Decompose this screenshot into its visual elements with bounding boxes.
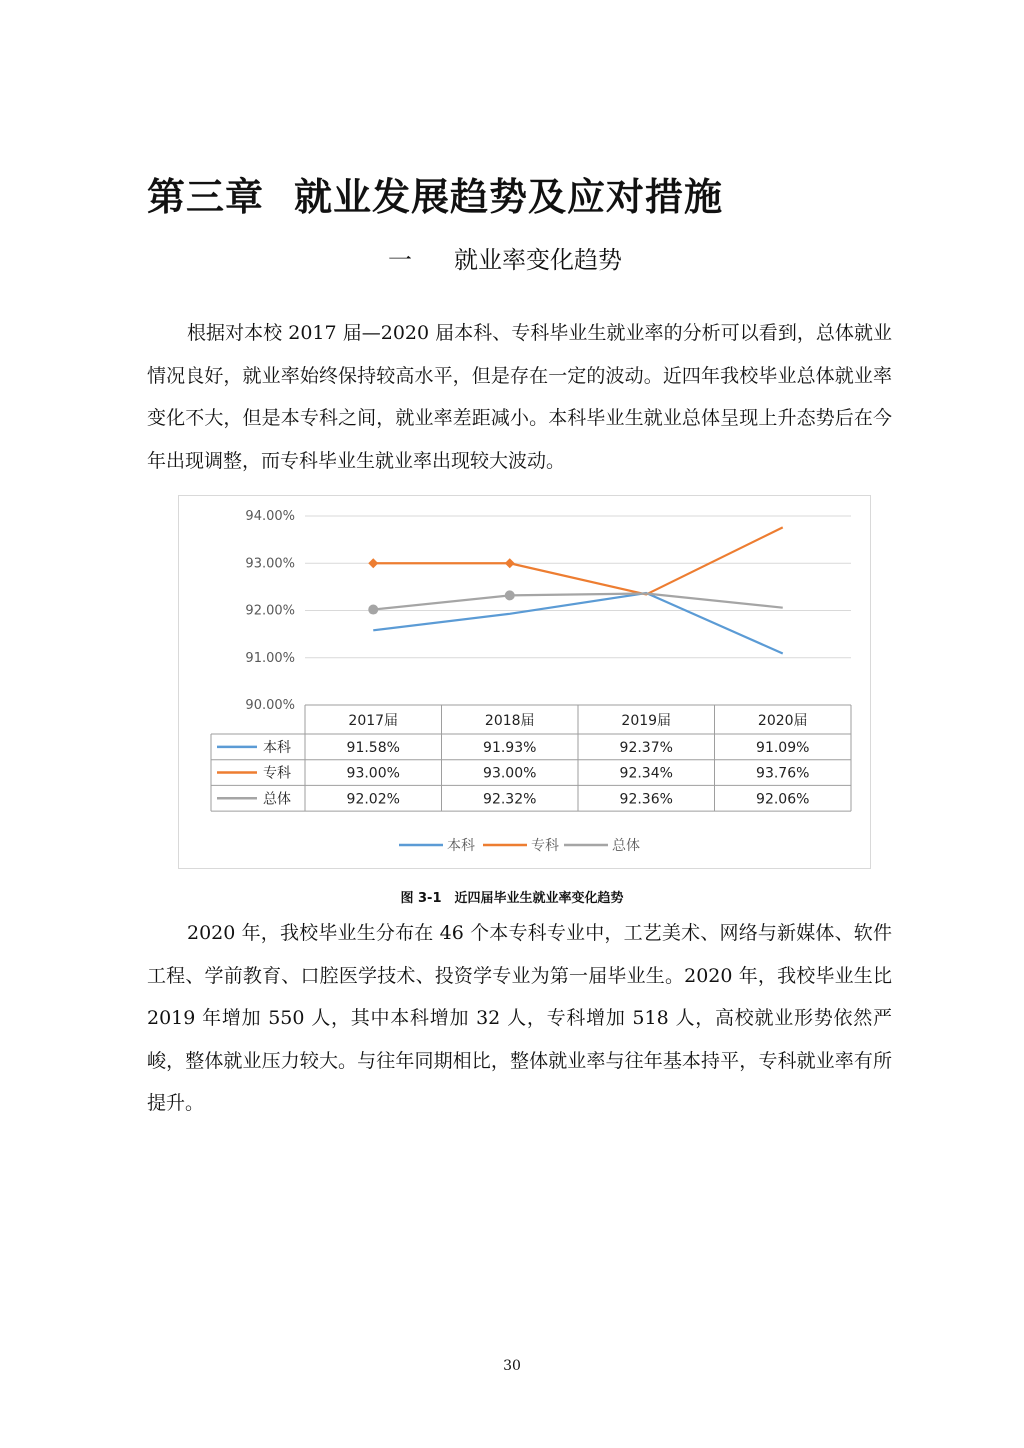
data-label: 93.76% [756,765,810,782]
data-label: 93.00% [483,765,537,782]
data-label: 92.34% [619,765,673,782]
chart-svg [179,496,870,868]
chapter-heading: 就业发展趋势及应对措施 [294,175,724,219]
table-series-name: 本科 [263,739,291,756]
x-category-label: 2017届 [348,713,399,729]
y-tick-label: 91.00% [245,650,295,666]
series-line-2 [373,593,783,609]
legend-label: 总体 [612,838,640,854]
series-line-1 [373,527,783,594]
data-label: 92.02% [346,791,400,808]
data-label: 91.58% [346,739,400,756]
paragraph-intro: 根据对本校 2017 届—2020 届本科、专科毕业生就业率的分析可以看到，总体就业情况良好，就业率始终保持较高水平，但是存在一定的波动。近四年我校毕业总体就业率变化不大，但是本专科之间，就业率差距减小。本科毕业生就业总体呈现上升态势后在今年出现调整，而专科毕业生就业率出现较大波动。 [147,322,892,472]
series-marker [505,590,515,600]
series-marker [368,605,378,615]
series-marker [368,558,378,568]
data-label: 91.93% [483,739,537,756]
legend-label: 专科 [531,838,559,854]
chapter-title [147,166,723,221]
section-heading: 就业率变化趋势 [454,246,622,274]
legend-label: 本科 [447,838,475,854]
x-category-label: 2018届 [484,713,535,729]
data-label: 92.06% [756,791,810,808]
y-tick-label: 94.00% [245,509,295,524]
table-series-name: 总体 [263,791,291,808]
y-tick-label: 90.00% [245,698,295,713]
data-label: 93.00% [346,765,400,782]
employment-rate-chart [178,495,871,869]
x-category-label: 2019届 [621,713,672,729]
table-series-name: 专科 [263,765,291,782]
data-label: 92.32% [483,791,537,808]
data-label: 92.36% [619,791,673,808]
x-category-label: 2020届 [757,713,808,729]
figure-caption: 图 3-1 近四届毕业生就业率变化趋势 [400,891,624,906]
y-tick-label: 93.00% [245,556,295,572]
data-label: 91.09% [756,739,810,756]
section-title [388,240,622,275]
series-marker [505,558,515,568]
data-label: 92.37% [619,739,673,756]
y-tick-label: 92.00% [245,603,295,619]
section-number: 一 [388,246,412,274]
chapter-number: 第三章 [147,175,265,219]
paragraph-details: 2020 年，我校毕业生分布在 46 个本专科专业中，工艺美术、网络与新媒体、软件工程、学前教育、口腔医学技术、投资学专业为第一届毕业生。2020 年，我校毕业生比 2019 年增加 550 人，其中本科增加 32 人，专科增加 518 人，高校就业形势依然严峻，整体就业压力较大。与往年同期相比，整体就业率与往年基本持平，专科就业率有所提升。 [147,922,892,1114]
page-number: 30 [503,1358,521,1374]
